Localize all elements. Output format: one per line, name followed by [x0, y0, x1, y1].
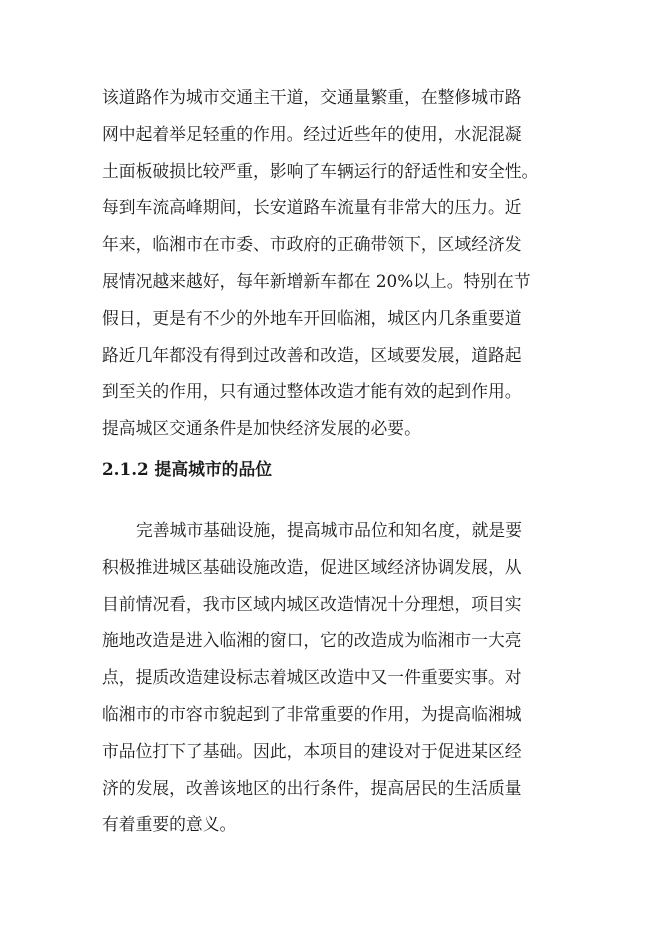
paragraph-1-line: 土面板破损比较严重，影响了车辆运行的舒适性和安全性。: [102, 160, 539, 181]
paragraph-1-line: 年来，临湘市在市委、市政府的正确带领下，区域经济发: [102, 234, 522, 255]
paragraph-2: [102, 512, 557, 843]
paragraph-1-line: 该道路作为城市交通主干道，交通量繁重，在整修城市路: [102, 87, 522, 107]
paragraph-2-line: 施地改造是进入临湘的窗口，它的改造成为临湘市一大亮: [102, 630, 522, 651]
section-heading: 2.1.2 提高城市的品位: [102, 459, 273, 479]
paragraph-1-line: 网中起着举足轻重的作用。经过近些年的使用，水泥混凝: [102, 123, 522, 144]
paragraph-2-line: 点，提质改造建设标志着城区改造中又一件重要实事。对: [102, 667, 522, 688]
paragraph-2-line: 积极推进城区基础设施改造，促进区域经济协调发展，从: [102, 556, 522, 577]
paragraph-1-line: 路近几年都没有得到过改善和改造，区域要发展，道路起: [102, 344, 522, 365]
paragraph-1-line: 假日，更是有不少的外地车开回临湘，城区内几条重要道: [102, 307, 522, 328]
paragraph-2-line: 市品位打下了基础。因此，本项目的建设对于促进某区经: [102, 740, 522, 761]
paragraph-2-line: 完善城市基础设施，提高城市品位和知名度，就是要: [136, 520, 522, 540]
paragraph-1-line: 提高城区交通条件是加快经济发展的必要。: [102, 418, 421, 439]
paragraph-2-line: 济的发展，改善该地区的出行条件，提高居民的生活质量: [102, 777, 522, 798]
paragraph-1-line: 每到车流高峰期间，长安道路车流量有非常大的压力。近: [102, 197, 522, 218]
paragraph-2-line: 有着重要的意义。: [102, 814, 237, 835]
paragraph-1: [102, 79, 557, 447]
paragraph-2-line: 目前情况看，我市区域内城区改造情况十分理想，项目实: [102, 593, 522, 614]
paragraph-2-line: 临湘市的市容市貌起到了非常重要的作用，为提高临湘城: [102, 703, 522, 724]
paragraph-1-line: 到至关的作用，只有通过整体改造才能有效的起到作用。: [102, 381, 522, 402]
paragraph-1-line: 展情况越来越好，每年新增新车都在 20%以上。特别在节: [102, 270, 531, 291]
